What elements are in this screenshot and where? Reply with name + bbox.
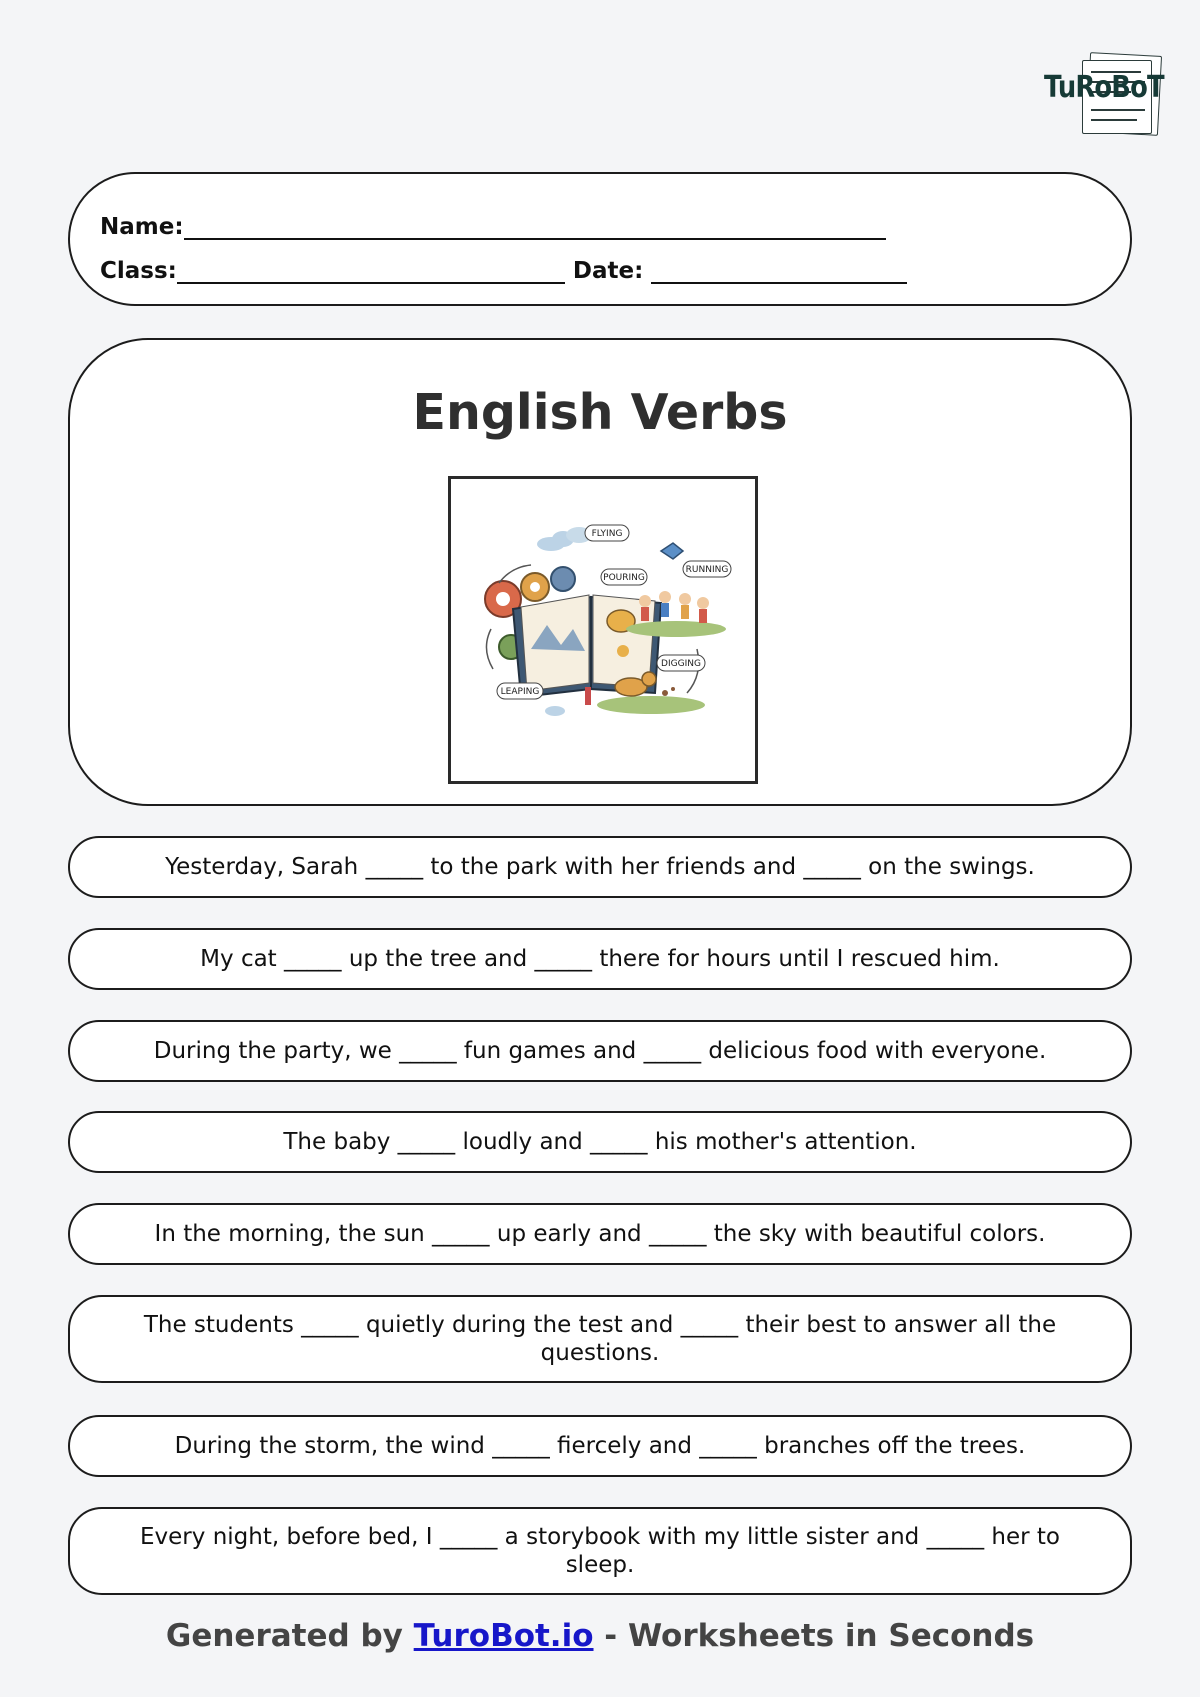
question-3: During the party, we _____ fun games and _____ delicious food with everyone.	[68, 1020, 1132, 1082]
label-leaping: LEAPING	[500, 687, 540, 697]
label-flying: FLYING	[591, 529, 623, 539]
class-date-row	[100, 258, 907, 284]
date-blank[interactable]	[651, 262, 907, 284]
question-2: My cat _____ up the tree and _____ there for hours until I rescued him.	[68, 928, 1132, 990]
question-8: Every night, before bed, I _____ a storybook with my little sister and _____ her to sleep.	[68, 1507, 1132, 1595]
logo-wordmark: TuRoBoT	[1044, 70, 1164, 105]
class-label: Class:	[100, 258, 177, 284]
turobot-link[interactable]: TuroBot.io	[413, 1618, 594, 1654]
name-blank[interactable]	[184, 218, 886, 240]
worksheet-title: English Verbs	[412, 384, 788, 441]
label-running: RUNNING	[685, 565, 729, 575]
label-digging: DIGGING	[661, 659, 701, 669]
title-box	[68, 338, 1132, 806]
question-1: Yesterday, Sarah _____ to the park with her friends and _____ on the swings.	[68, 836, 1132, 898]
footer-suffix: - Worksheets in Seconds	[593, 1618, 1035, 1654]
student-info-box	[68, 172, 1132, 306]
question-7: During the storm, the wind _____ fiercely and _____ branches off the trees.	[68, 1415, 1132, 1477]
turobot-logo	[1044, 52, 1166, 136]
label-pouring: POURING	[603, 573, 645, 583]
question-6: The students _____ quietly during the test and _____ their best to answer all the questions.	[68, 1295, 1132, 1383]
verbs-illustration	[448, 476, 758, 784]
footer	[0, 1618, 1200, 1654]
footer-prefix: Generated by	[165, 1618, 414, 1654]
illustration-graphic	[451, 479, 755, 781]
question-5: In the morning, the sun _____ up early and _____ the sky with beautiful colors.	[68, 1203, 1132, 1265]
name-label: Name:	[100, 214, 184, 240]
name-row	[100, 214, 886, 240]
class-blank[interactable]	[177, 262, 565, 284]
date-label: Date:	[572, 258, 644, 284]
question-4: The baby _____ loudly and _____ his mother's attention.	[68, 1111, 1132, 1173]
